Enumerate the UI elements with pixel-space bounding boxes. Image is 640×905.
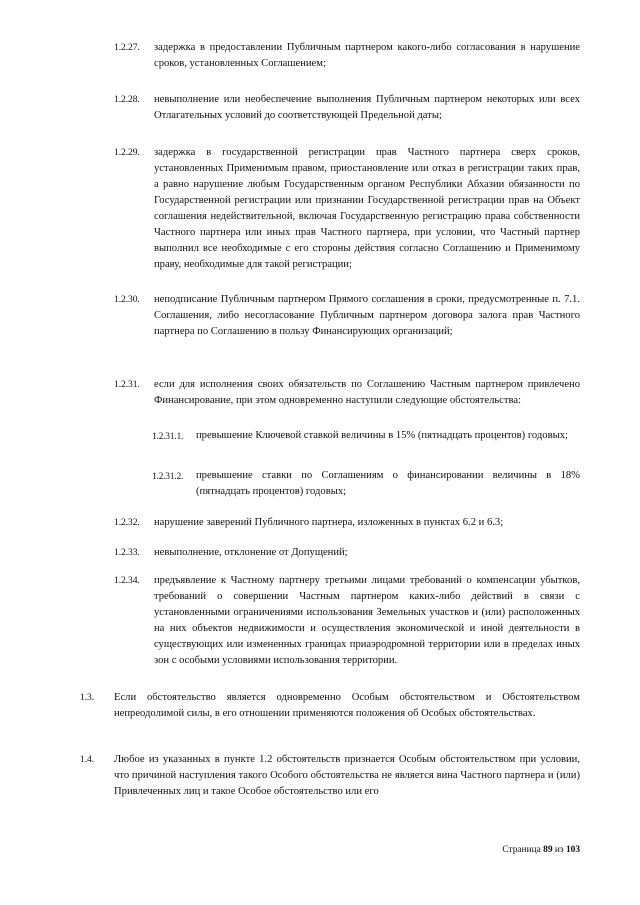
clause-1-2-30 — [114, 292, 580, 340]
clause-text: Если обстоятельство является одновременно Особым обстоятельством и Обстоятельством непреодолимой силы, в его отношении применяются положения об Особых обстоятельствах. — [114, 692, 580, 719]
clause-1-2-33 — [114, 545, 580, 561]
clause-text: предъявление к Частному партнеру третьими лицами требований о компенсации убытков, требований о совершении Частным партнером каких-либо действий в связи с установленными ограничениями использования Земельных участков и (или) расположенных на них объектов недвижимости и осуществления экономической и иной деятельности в существующих или измененных границах приаэродромной территории или в пределах иных зон с особыми условиями использования территории. — [154, 575, 580, 666]
clause-text: задержка в государственной регистрации прав Частного партнера сверх сроков, установленных Применимым правом, приостановление или отказ в регистрации таких прав, а равно нарушение любым Государственным органом Республики Абхазии обязанности по Государственной регистрации или признании Государственной регистрации прав на Объект соглашения недействительной, включая Государственную регистрацию права собственности Частного партнера или иных прав Частного партнера, при условии, что Частный партнер выполнил все необходимые с его стороны действия согласно Соглашению и Применимому праву, необходимые для такой регистрации; — [154, 147, 580, 270]
clause-1-3 — [80, 690, 580, 722]
clause-1-2-28 — [114, 92, 580, 124]
page-footer — [502, 842, 580, 858]
clause-1-2-32 — [114, 515, 580, 531]
clause-text: если для исполнения своих обязательств по Соглашению Частным партнером привлечено Финансирование, при этом одновременно наступили следующие обстоятельства: — [154, 379, 580, 406]
clause-1-2-31 — [114, 377, 580, 409]
clause-text: невыполнение или необеспечение выполнения Публичным партнером некоторых или всех Отлагательных условий до соответствующей Предельной даты; — [154, 94, 580, 121]
clause-number: 1.2.30. — [114, 294, 140, 305]
page-of-label: из — [554, 845, 564, 855]
clause-number: 1.2.31.1. — [152, 431, 184, 441]
clause-text: неподписание Публичным партнером Прямого соглашения в сроки, предусмотренные п. 7.1. Соглашения, либо несогласование Публичным партнером договора залога прав Частного партнера по Соглашению в пользу Финансирующих организаций; — [154, 294, 580, 337]
clause-1-2-34 — [114, 573, 580, 669]
clause-text: превышение ставки по Соглашениям о финансировании величины в 18% (пятнадцать процентов) годовых; — [196, 470, 580, 497]
page-number: 89 — [543, 845, 553, 855]
clause-number: 1.2.31. — [114, 379, 140, 390]
page-total: 103 — [565, 845, 580, 855]
clause-number: 1.2.27. — [114, 42, 140, 53]
clause-1-2-31-1 — [152, 428, 580, 444]
clause-number: 1.2.34. — [114, 575, 140, 586]
clause-1-2-29 — [114, 145, 580, 273]
clause-text: превышение Ключевой ставкой величины в 15% (пятнадцать процентов) годовых; — [196, 430, 568, 441]
clause-1-2-27 — [114, 40, 580, 72]
clause-number: 1.3. — [80, 692, 94, 703]
clause-text: невыполнение, отклонение от Допущений; — [154, 547, 348, 558]
clause-number: 1.4. — [80, 754, 94, 765]
clause-number: 1.2.33. — [114, 547, 140, 558]
clause-text: нарушение заверений Публичного партнера, изложенных в пунктах 6.2 и 6.3; — [154, 517, 504, 528]
clause-1-2-31-2 — [152, 468, 580, 500]
clause-number: 1.2.29. — [114, 147, 140, 158]
clause-number: 1.2.28. — [114, 94, 140, 105]
clause-number: 1.2.31.2. — [152, 471, 184, 481]
clause-number: 1.2.32. — [114, 517, 140, 528]
clause-text: Любое из указанных в пункте 1.2 обстоятельств признается Особым обстоятельством при условии, что причиной наступления такого Особого обстоятельства не является вина Частного партнера и (или) Привлеченных лиц и такое Особое обстоятельство или его — [114, 754, 580, 797]
page-label: Страница — [502, 845, 541, 855]
clause-1-4 — [80, 752, 580, 800]
clause-text: задержка в предоставлении Публичным партнером какого-либо согласования в нарушение сроков, установленных Соглашением; — [154, 42, 580, 69]
